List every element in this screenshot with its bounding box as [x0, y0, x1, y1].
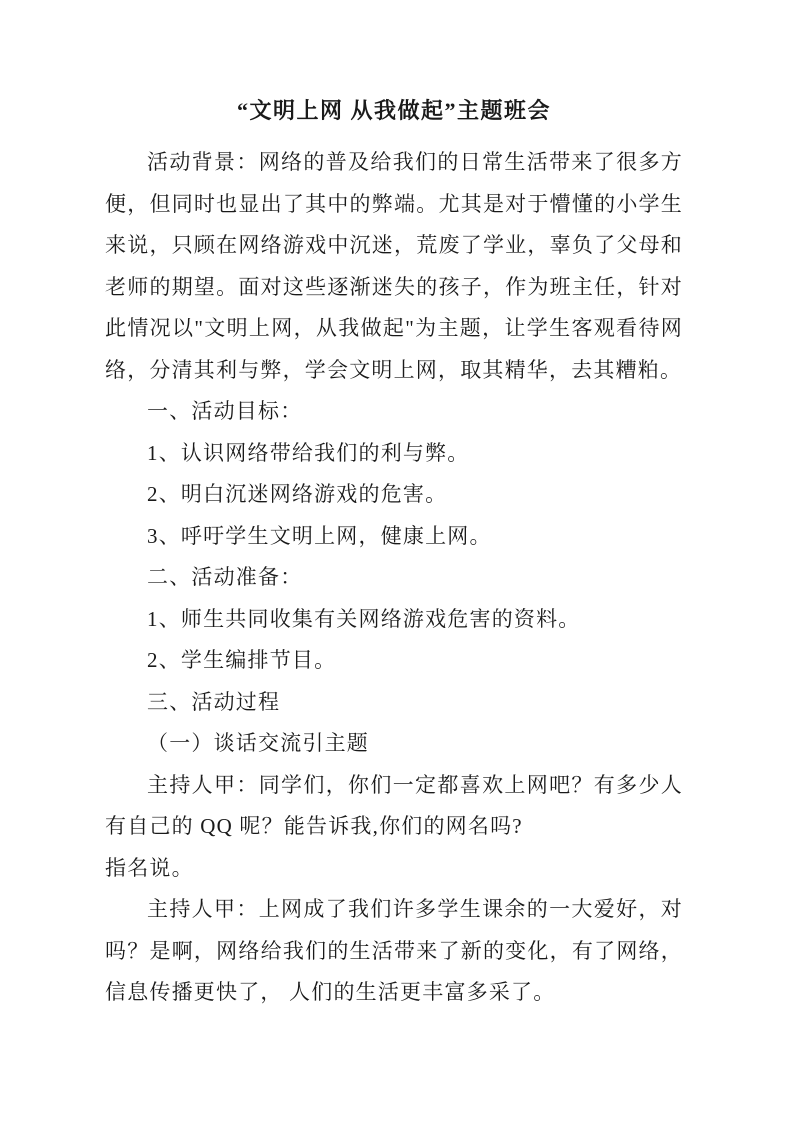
paragraph-background: 活动背景：网络的普及给我们的日常生活带来了很多方便，但同时也显出了其中的弊端。尤其是对于懵懂的小学生来说，只顾在网络游戏中沉迷，荒废了学业，辜负了父母和老师的期望。面对这些逐渐迷失的孩子，作为班主任，针对此情况以"文明上网，从我做起"为主题，让学生客观看待网络，分清其利与弊，学会文明上网，取其精华，去其糟粕。 — [105, 150, 683, 382]
page-title: “文明上网 从我做起”主题班会 — [236, 98, 551, 123]
heading-section-1-goals: 一、活动目标： — [147, 399, 303, 423]
list-item-prep-1: 1、师生共同收集有关网络游戏危害的资料。 — [147, 606, 581, 631]
heading-section-2-preparation: 二、活动准备： — [147, 565, 303, 589]
list-item-goal-3: 3、呼吁学生文明上网，健康上网。 — [147, 523, 492, 548]
subheading-part-1-talk: （一）谈话交流引主题 — [147, 731, 369, 755]
paragraph-host-a-question: 主持人甲：同学们，你们一定都喜欢上网吧？有多少人有自己的 QQ 呢？能告诉我,你们的网名吗? — [105, 772, 683, 838]
list-item-prep-2: 2、学生编排节目。 — [147, 648, 337, 672]
list-item-goal-1: 1、认识网络带给我们的利与弊。 — [147, 440, 470, 465]
paragraph-host-a-followup: 主持人甲：上网成了我们许多学生课余的一大爱好，对吗？是啊，网络给我们的生活带来了新的变化，有了网络，信息传播更快了， 人们的生活更丰富多采了。 — [105, 897, 683, 1004]
heading-section-3-process: 三、活动过程 — [147, 689, 281, 714]
list-item-goal-2: 2、明白沉迷网络游戏的危害。 — [147, 482, 448, 506]
paragraph-name-students: 指名说。 — [105, 855, 194, 880]
